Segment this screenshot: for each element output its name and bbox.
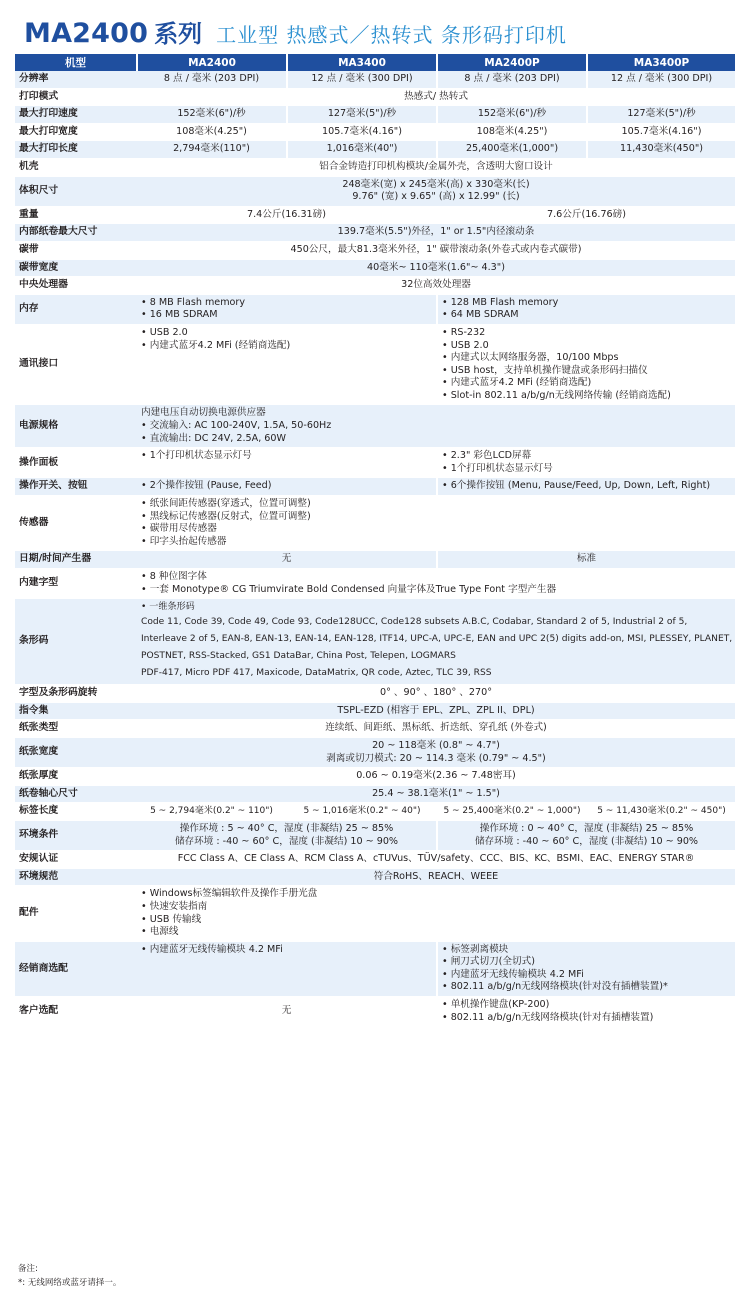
table-row xyxy=(15,785,735,803)
row-label: 内建字型 xyxy=(15,569,137,599)
cell xyxy=(137,941,437,996)
list-item: • 单机操作键盘(KP-200) xyxy=(442,999,550,1011)
list-item: • 802.11 a/b/g/n无线网络模块(针对没有插槽装置)* xyxy=(442,981,668,993)
row-label: 重量 xyxy=(15,206,137,224)
list-item: • 印字头抬起传感器 xyxy=(141,535,227,547)
cell: 105.7毫米(4.16") xyxy=(287,123,437,141)
list-item: • Slot-in 802.11 a/b/g/n无线网络传输 (经销商选配) xyxy=(442,389,671,401)
title-series: 系列 xyxy=(154,20,203,48)
cell: 热感式/ 热转式 xyxy=(137,88,735,106)
row-label: 打印模式 xyxy=(15,88,137,106)
cell: 450公尺，最大81.3毫米外径，1" 碳带滚动条(外卷式或内卷式碳带) xyxy=(137,241,735,259)
row-label: 碳带 xyxy=(15,241,137,259)
cell xyxy=(437,448,735,478)
cell-line: 20 ~ 118毫米 (0.8" ~ 4.7") xyxy=(372,739,500,751)
table-row xyxy=(15,803,735,821)
table-row xyxy=(15,71,735,88)
row-label: 最大打印长度 xyxy=(15,141,137,159)
cell-line: 剥离或切刀模式: 20 ~ 114.3 毫米 (0.79" ~ 4.5") xyxy=(326,752,546,764)
cell xyxy=(137,599,735,685)
row-label: 安规认证 xyxy=(15,851,137,869)
cell: 127毫米(5")/秒 xyxy=(587,106,735,124)
list-item: • 纸张间距传感器(穿透式，位置可调整) xyxy=(141,498,311,510)
cell: 连续纸、间距纸、黑标纸、折迭纸、穿孔纸 (外卷式) xyxy=(137,720,735,738)
row-label: 指令集 xyxy=(15,702,137,720)
row-label: 客户选配 xyxy=(15,997,137,1027)
page-title xyxy=(24,14,567,48)
row-label: 纸张厚度 xyxy=(15,768,137,786)
cell: 符合RoHS、REACH、WEEE xyxy=(137,868,735,886)
cell xyxy=(137,569,735,599)
cell: 152毫米(6")/秒 xyxy=(437,106,587,124)
list-item: • USB 2.0 xyxy=(442,339,489,351)
cell: 2,794毫米(110") xyxy=(137,141,287,159)
table-row xyxy=(15,496,735,551)
list-item: • 闸刀式切刀(全切式) xyxy=(442,956,535,968)
cell-line: 操作环境 : 0 ~ 40° C，湿度 (非凝结) 25 ~ 85% xyxy=(479,822,694,834)
table-header-row xyxy=(15,54,735,71)
row-label: 通讯接口 xyxy=(15,324,137,405)
list-item: • 8 种位图字体 xyxy=(141,571,207,582)
list-item: • 802.11 a/b/g/n无线网络模块(针对有插槽装置) xyxy=(442,1011,654,1023)
row-label: 纸张类型 xyxy=(15,720,137,738)
cell xyxy=(137,737,735,767)
table-row xyxy=(15,241,735,259)
row-label: 条形码 xyxy=(15,599,137,685)
list-item: • 64 MB SDRAM xyxy=(442,309,519,321)
row-label: 最大打印宽度 xyxy=(15,123,137,141)
list-item: • 碳带用尽传感器 xyxy=(141,523,217,535)
cell xyxy=(437,941,735,996)
cell: 0.06 ~ 0.19毫米(2.36 ~ 7.48密耳) xyxy=(137,768,735,786)
cell: 标准 xyxy=(437,551,735,569)
row-label: 内存 xyxy=(15,294,137,324)
barcode-line: Interleave 2 of 5, EAN-8, EAN-13, EAN-14, EAN-128, ITF14, UPC-A, UPC-E, EAN and UPC 2(5) digits add-on, MSI, PLESSEY, PLANET, xyxy=(141,634,733,645)
table-row xyxy=(15,405,735,448)
list-item: • 直流输出: DC 24V, 2.5A, 60W xyxy=(141,432,286,444)
list-item: • USB 2.0 xyxy=(141,326,188,338)
list-item: • 1个打印机状态显示灯号 xyxy=(141,450,252,462)
cell: • 2个操作按钮 (Pause, Feed) xyxy=(137,478,437,496)
list-item: • 1个打印机状态显示灯号 xyxy=(442,462,553,474)
cell: 8 点 / 毫米 (203 DPI) xyxy=(437,71,587,88)
footnotes xyxy=(18,1262,121,1290)
cell: 32位高效处理器 xyxy=(137,277,735,295)
list-item: • RS-232 xyxy=(442,326,486,338)
title-subtitle: 工业型 热感式／热转式 条形码打印机 xyxy=(216,23,567,47)
cell xyxy=(437,820,735,850)
table-row xyxy=(15,868,735,886)
spec-table xyxy=(15,54,735,1027)
list-item: • 内建蓝牙无线传输模块 4.2 MFi xyxy=(141,943,283,955)
cell: 108毫米(4.25") xyxy=(437,123,587,141)
row-label: 机壳 xyxy=(15,158,137,176)
cell: 127毫米(5")/秒 xyxy=(287,106,437,124)
title-model: MA2400 xyxy=(24,18,149,49)
list-item: • 一套 Monotype® CG Triumvirate Bold Condensed 向量字体及True Type Font 字型产生器 xyxy=(141,583,557,595)
cell: FCC Class A、CE Class A、RCM Class A、cTUVus、TÜV/safety、CCC、BIS、KC、BSMI、EAC、ENERGY STAR® xyxy=(137,851,735,869)
table-row xyxy=(15,106,735,124)
cell-line: 储存环境 : -40 ~ 60° C，湿度 (非凝结) 10 ~ 90% xyxy=(174,835,399,847)
row-label: 体积尺寸 xyxy=(15,176,137,206)
cell: 7.6公斤(16.76磅) xyxy=(437,206,735,224)
table-row xyxy=(15,599,735,685)
cell-line: 储存环境 : -40 ~ 60° C，湿度 (非凝结) 10 ~ 90% xyxy=(474,835,699,847)
list-item: • USB host，支持单机操作键盘或条形码扫描仪 xyxy=(442,364,648,376)
list-item: • 128 MB Flash memory xyxy=(442,296,559,308)
row-label: 操作开关、按钮 xyxy=(15,478,137,496)
cell: 5 ~ 11,430毫米(0.2" ~ 450") xyxy=(587,803,735,821)
list-item: • Windows标签编辑软件及操作手册光盘 xyxy=(141,888,318,900)
barcode-line: POSTNET, RSS-Stacked, GS1 DataBar, China Post, Telepen, LOGMARS xyxy=(141,651,456,662)
cell xyxy=(137,294,437,324)
row-label: 内部纸卷最大尺寸 xyxy=(15,224,137,242)
table-row xyxy=(15,720,735,738)
table-row xyxy=(15,277,735,295)
table-row xyxy=(15,820,735,850)
list-item: • 一维条形码 xyxy=(141,602,195,613)
table-row xyxy=(15,123,735,141)
cell: 5 ~ 2,794毫米(0.2" ~ 110") xyxy=(137,803,287,821)
cell-line: 操作环境 : 5 ~ 40° C，湿度 (非凝结) 25 ~ 85% xyxy=(179,822,394,834)
row-label: 中央处理器 xyxy=(15,277,137,295)
list-item: • 8 MB Flash memory xyxy=(141,296,246,308)
cell: 40毫米~ 110毫米(1.6"~ 4.3") xyxy=(137,259,735,277)
row-label: 电源规格 xyxy=(15,405,137,448)
list-item: • 内建式以太网络服务器，10/100 Mbps xyxy=(442,352,619,364)
notes-heading: 备注: xyxy=(18,1264,38,1274)
table-row xyxy=(15,851,735,869)
barcode-line: Code 11, Code 39, Code 49, Code 93, Code128UCC, Code128 subsets A.B.C, Codabar, Standard 2 of 5, Industrial 2 of 5, xyxy=(141,617,688,628)
table-row xyxy=(15,886,735,941)
cell xyxy=(437,997,735,1027)
table-row xyxy=(15,737,735,767)
cell: 5 ~ 25,400毫米(0.2" ~ 1,000") xyxy=(437,803,587,821)
list-item: • 内建蓝牙无线传输模块 4.2 MFi xyxy=(442,968,584,980)
list-item: • 交流输入: AC 100-240V, 1.5A, 50-60Hz xyxy=(141,420,332,432)
table-row xyxy=(15,941,735,996)
cell xyxy=(137,820,437,850)
cell: 5 ~ 1,016毫米(0.2" ~ 40") xyxy=(287,803,437,821)
table-row xyxy=(15,141,735,159)
table-row xyxy=(15,259,735,277)
row-label: 最大打印速度 xyxy=(15,106,137,124)
header-model: MA3400 xyxy=(287,54,437,71)
table-row xyxy=(15,88,735,106)
cell-line: 9.76" (宽) x 9.65" (高) x 12.99" (长) xyxy=(352,191,520,203)
cell xyxy=(137,886,735,941)
table-row xyxy=(15,324,735,405)
cell: 152毫米(6")/秒 xyxy=(137,106,287,124)
table-row xyxy=(15,702,735,720)
table-row xyxy=(15,768,735,786)
row-label: 纸张宽度 xyxy=(15,737,137,767)
list-item: 内建电压自动切换电源供应器 xyxy=(141,407,266,419)
list-item: • USB 传输线 xyxy=(141,913,202,925)
row-label: 操作面板 xyxy=(15,448,137,478)
table-row xyxy=(15,176,735,206)
cell: 1,016毫米(40") xyxy=(287,141,437,159)
cell: 139.7毫米(5.5")外径，1" or 1.5"内径滚动条 xyxy=(137,224,735,242)
cell: • 6个操作按钮 (Menu, Pause/Feed, Up, Down, Left, Right) xyxy=(437,478,735,496)
cell: 25,400毫米(1,000") xyxy=(437,141,587,159)
cell: 25.4 ~ 38.1毫米(1" ~ 1.5") xyxy=(137,785,735,803)
cell xyxy=(437,294,735,324)
table-row xyxy=(15,448,735,478)
list-item: • 快速安装指南 xyxy=(141,900,208,912)
cell: 12 点 / 毫米 (300 DPI) xyxy=(587,71,735,88)
cell xyxy=(137,176,735,206)
header-label: 机型 xyxy=(15,54,137,71)
cell xyxy=(137,324,437,405)
table-row xyxy=(15,569,735,599)
notes-text: *: 无线网络或蓝牙请择一。 xyxy=(18,1278,122,1288)
row-label: 标签长度 xyxy=(15,803,137,821)
list-item: • 2.3" 彩色LCD屏幕 xyxy=(442,450,532,462)
row-label: 分辨率 xyxy=(15,71,137,88)
table-row xyxy=(15,551,735,569)
cell xyxy=(137,448,437,478)
cell: 无 xyxy=(137,551,437,569)
barcode-line: PDF-417, Micro PDF 417, Maxicode, DataMatrix, QR code, Aztec, TLC 39, RSS xyxy=(141,668,492,679)
row-label: 配件 xyxy=(15,886,137,941)
cell xyxy=(137,496,735,551)
row-label: 日期/时间产生器 xyxy=(15,551,137,569)
cell: TSPL-EZD (相容于 EPL、ZPL、ZPL II、DPL) xyxy=(137,702,735,720)
cell: 无 xyxy=(137,997,437,1027)
cell: 108毫米(4.25") xyxy=(137,123,287,141)
cell: 8 点 / 毫米 (203 DPI) xyxy=(137,71,287,88)
header-model: MA3400P xyxy=(587,54,735,71)
list-item: • 16 MB SDRAM xyxy=(141,309,218,321)
cell: 铝合金铸造打印机构模块/金属外壳，含透明大窗口设计 xyxy=(137,158,735,176)
row-label: 碳带宽度 xyxy=(15,259,137,277)
table-row xyxy=(15,294,735,324)
table-row xyxy=(15,685,735,703)
cell: 7.4公斤(16.31磅) xyxy=(137,206,437,224)
row-label: 传感器 xyxy=(15,496,137,551)
row-label: 字型及条形码旋转 xyxy=(15,685,137,703)
cell xyxy=(437,324,735,405)
table-row xyxy=(15,224,735,242)
row-label: 环境规范 xyxy=(15,868,137,886)
cell-line: 248毫米(宽) x 245毫米(高) x 330毫米(长) xyxy=(342,178,530,190)
row-label: 纸卷轴心尺寸 xyxy=(15,785,137,803)
list-item: • 内建式蓝牙4.2 MFi (经销商选配) xyxy=(442,377,592,389)
list-item: • 内建式蓝牙4.2 MFi (经销商选配) xyxy=(141,339,291,351)
table-row xyxy=(15,206,735,224)
list-item: • 电源线 xyxy=(141,926,179,938)
cell: 0° 、90° 、180° 、270° xyxy=(137,685,735,703)
cell: 11,430毫米(450") xyxy=(587,141,735,159)
list-item: • 标签剥离模块 xyxy=(442,943,509,955)
table-row xyxy=(15,478,735,496)
list-item: • 黑线标记传感器(反射式，位置可调整) xyxy=(141,510,311,522)
cell: 12 点 / 毫米 (300 DPI) xyxy=(287,71,437,88)
cell: 105.7毫米(4.16") xyxy=(587,123,735,141)
table-row xyxy=(15,158,735,176)
row-label: 环境条件 xyxy=(15,820,137,850)
table-row xyxy=(15,997,735,1027)
header-model: MA2400P xyxy=(437,54,587,71)
cell xyxy=(137,405,735,448)
row-label: 经销商选配 xyxy=(15,941,137,996)
header-model: MA2400 xyxy=(137,54,287,71)
